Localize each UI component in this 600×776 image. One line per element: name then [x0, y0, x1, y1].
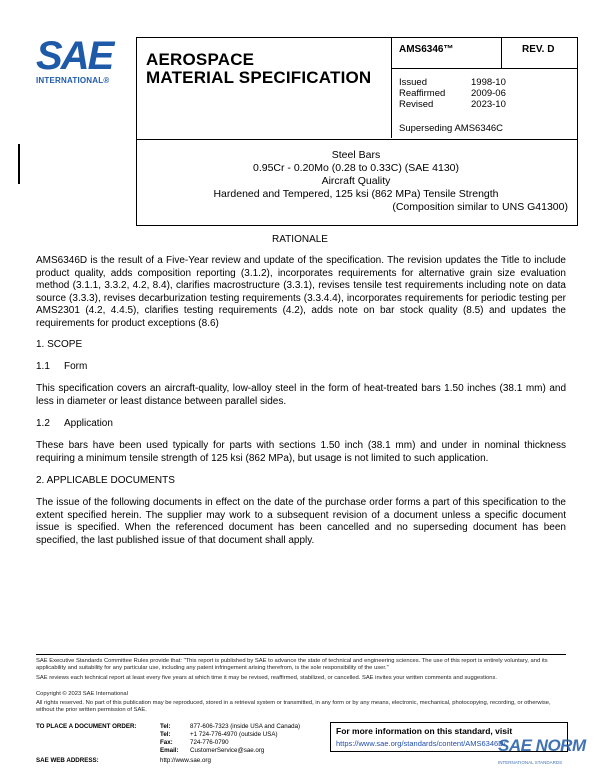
body-paragraph: These bars have been used typically for parts with sections 1.50 inch (38.1 mm) and under in nominal thickness requiring a minimum tensile strength of 125 ksi (862 MPa), but usage is not limited to such application.: [36, 440, 566, 464]
reaffirmed-date: 2009-06: [471, 88, 506, 99]
tel-label: Tel:: [160, 731, 171, 738]
logo-brand: SAE: [36, 34, 113, 78]
superseding-note: Superseding AMS6346C: [399, 123, 504, 134]
header-divider: [391, 68, 577, 69]
footer-copyright: Copyright © 2023 SAE International: [36, 691, 128, 697]
email-link[interactable]: CustomerService@sae.org: [190, 747, 265, 754]
rationale-paragraph: AMS6346D is the result of a Five-Year review and update of the specification. The revision updates the Title to include product quality, adds composition reporting (3.1.2), incorporates requirements for alternative grain size evaluation method (3.1.1, 3.3.2, 4.2, 8.4), clarifies macrostructure (3.3.1), revises tensile test requirements including note on data source (3.3.3), revises decarburization testing requirements (3.3.4.4), incorporates requirements for periodic testing per AMS2301 (4.2, 4.4.5), clarifies testing requirements (4.2), adds note on bar stock quality (8.5) and updates the requirements for product exceptions (8.6): [36, 255, 566, 329]
issued-date: 1998-10: [471, 77, 506, 88]
revised-label: Revised: [399, 99, 434, 110]
body-paragraph: The issue of the following documents in effect on the date of the purchase order forms a part of this specification to the extent specified herein. The supplier may work to a subsequent revision of a document unless a specific document issue is specified. When the referenced document has been cancelled and no superseding document has been specified, the last published issue of that document shall apply.: [36, 497, 566, 546]
subsection-number: 1.1: [36, 361, 50, 372]
subsection-title: Application: [64, 418, 113, 429]
watermark-subtitle: INTERNATIONAL STANDARDS: [498, 760, 563, 765]
doc-type-title: AEROSPACE: [146, 50, 255, 69]
subsection-number: 1.2: [36, 418, 50, 429]
footer-divider: [36, 654, 566, 655]
body-paragraph: This specification covers an aircraft-quality, low-alloy steel in the form of heat-treated bars 1.50 inches (38.1 mm) and less in diameter or least distance between parallel sides.: [36, 383, 566, 407]
subject-line: 0.95Cr - 0.20Mo (0.28 to 0.33C) (SAE 4130): [252, 162, 460, 174]
section-heading: 1. SCOPE: [36, 339, 83, 350]
subsection-title: Form: [64, 361, 88, 372]
subject-line: Steel Bars: [331, 149, 381, 161]
rationale-heading: RATIONALE: [272, 234, 328, 245]
footer-note: SAE Executive Standards Committee Rules provide that: "This report is published by SAE to advance the state of technical and engineering sciences. The use of this report is entirely voluntary, and its applicability and suitability for any particular use, including any patent infringement arising therefrom, is the sole responsibility of the user.": [36, 658, 548, 672]
email-label: Email:: [160, 747, 179, 754]
sae-logo: [36, 34, 120, 86]
section-heading: 2. APPLICABLE DOCUMENTS: [36, 475, 175, 486]
order-label: TO PLACE A DOCUMENT ORDER:: [36, 723, 137, 730]
fax-label: Fax:: [160, 739, 173, 746]
header-divider: [391, 37, 392, 138]
standard-url-link[interactable]: https://www.sae.org/standards/content/AMS6346D/: [336, 739, 506, 748]
watermark: SAE NORM: [498, 736, 586, 755]
tel-value: +1 724-776-4970 (outside USA): [190, 731, 278, 738]
tel-label: Tel:: [160, 723, 171, 730]
doc-type-title: MATERIAL SPECIFICATION: [146, 68, 372, 87]
footer-note: All rights reserved. No part of this publication may be reproduced, stored in a retrieval system or transmitted, in any form or by any means, electronic, mechanical, photocopying, recording, or otherwise, without the prior written permission of SAE.: [36, 700, 551, 714]
tel-value: 877-606-7323 (inside USA and Canada): [190, 723, 301, 730]
reaffirmed-label: Reaffirmed: [399, 88, 446, 99]
footer-note: SAE reviews each technical report at least every five years at which time it may be revised, reaffirmed, stabilized, or cancelled. SAE invites your written comments and suggestions.: [36, 675, 497, 681]
revision-label: REV. D: [522, 44, 555, 55]
doc-number: AMS6346™: [399, 44, 454, 55]
fax-value: 724-776-0790: [190, 739, 229, 746]
issued-label: Issued: [399, 77, 427, 88]
subject-line: Aircraft Quality: [321, 175, 391, 187]
change-bar: [18, 144, 20, 184]
logo-subtitle: INTERNATIONAL®: [36, 76, 110, 85]
revised-date: 2023-10: [471, 99, 506, 110]
web-link[interactable]: http://www.sae.org: [160, 757, 211, 764]
more-info-text: For more information on this standard, visit: [336, 726, 513, 736]
subject-line: Hardened and Tempered, 125 ksi (862 MPa) Tensile Strength: [213, 188, 499, 200]
header-divider: [501, 37, 502, 68]
web-label: SAE WEB ADDRESS:: [36, 757, 99, 764]
subject-line: (Composition similar to UNS G41300): [392, 201, 568, 213]
